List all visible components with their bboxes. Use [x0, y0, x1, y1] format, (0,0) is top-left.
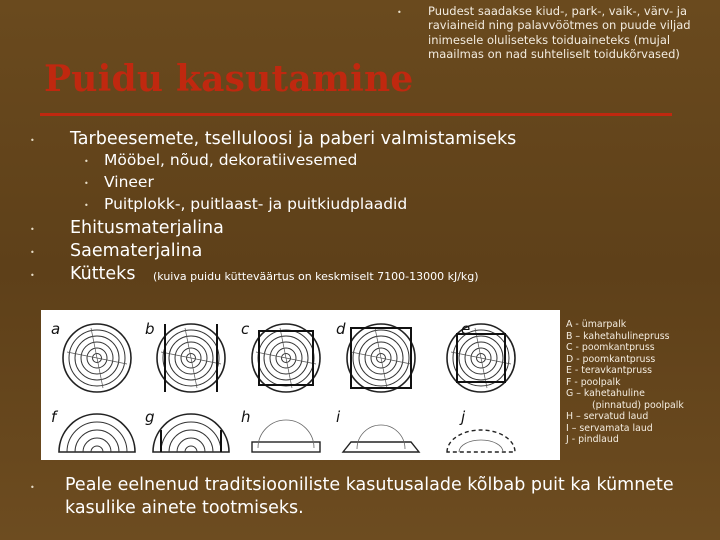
section-b	[157, 324, 225, 392]
title-divider	[40, 113, 672, 116]
legend-item: B – kahetahulinepruss	[566, 330, 670, 342]
section-f	[59, 414, 135, 452]
bullet-construction: Ehitusmaterjalina	[70, 218, 224, 238]
log-sections-drawing	[41, 310, 560, 460]
sub-bullet-furniture: Mööbel, nõud, dekoratiivesemed	[104, 151, 358, 169]
legend-item: J - pindlaud	[566, 434, 619, 445]
figure-letter-j: j	[461, 408, 466, 426]
figure-letter-c: c	[241, 320, 250, 338]
slide-title: Puidu kasutamine	[44, 58, 414, 100]
bullet-marker: •	[30, 225, 35, 234]
legend-item: F - poolpalk	[566, 376, 621, 388]
section-e	[447, 324, 515, 392]
figure-letter-a: a	[51, 320, 61, 338]
legend-item: H – servatud laud	[566, 411, 649, 422]
section-i	[343, 425, 419, 452]
section-h	[252, 420, 320, 452]
bullet-sawn-timber: Saematerjalina	[70, 241, 203, 261]
legend-item: (pinnatud) poolpalk	[592, 399, 684, 411]
intro-note: Puudest saadakse kiud-, park-, vaik-, värv- ja raviaineid ning palavvöötmes on puude viljad inimesele oluliseteks toiduaineteks (mujal maailmas on nad suhteliselt toidukõrvased)	[428, 4, 691, 62]
bullet-marker: •	[30, 483, 35, 492]
section-g	[153, 414, 229, 452]
sub-bullet-marker: •	[84, 201, 89, 210]
bullet-marker: •	[30, 136, 35, 145]
bullet-manufacturing: Tarbeesemete, tselluloosi ja paberi valmistamiseks	[70, 129, 517, 149]
legend-item: I – servamata laud	[566, 422, 653, 434]
bullet-fuel: Kütteks	[70, 264, 136, 284]
bullet-marker: •	[30, 271, 35, 280]
figure-legend	[566, 319, 716, 446]
figure-letter-b: b	[145, 320, 155, 338]
closing-statement: Peale eelnenud traditsiooniliste kasutusalade kõlbab puit ka kümnete kasulike ainete tootmiseks.	[65, 475, 674, 518]
bullet-marker: •	[30, 248, 35, 257]
legend-item: E - teravkantpruss	[566, 365, 652, 376]
figure-letter-f: f	[51, 408, 57, 426]
legend-item: C - poomkantpruss	[566, 342, 655, 353]
legend-item: A - ümarpalk	[566, 319, 627, 330]
section-j	[447, 430, 515, 452]
fuel-value-note: (kuiva puidu kütteväärtus on keskmiselt 7100-13000 kJ/kg)	[153, 270, 479, 283]
sub-bullet-boards: Puitplokk-, puitlaast- ja puitkiudplaadid	[104, 195, 408, 213]
section-c	[252, 324, 320, 392]
sub-bullet-marker: •	[84, 157, 89, 166]
section-a	[63, 324, 131, 392]
sub-bullet-marker: •	[84, 179, 89, 188]
legend-item: D - poomkantpruss	[566, 353, 656, 365]
figure-letter-e: e	[461, 320, 471, 338]
log-sections-figure	[41, 310, 560, 460]
figure-letter-h: h	[241, 408, 251, 426]
section-d	[347, 324, 415, 392]
figure-letter-g: g	[145, 408, 155, 426]
sub-bullet-plywood: Vineer	[104, 173, 154, 191]
note-bullet: •	[397, 8, 402, 17]
legend-item: G – kahetahuline	[566, 388, 645, 399]
figure-letter-d: d	[336, 320, 346, 338]
figure-letter-i: i	[336, 408, 341, 426]
